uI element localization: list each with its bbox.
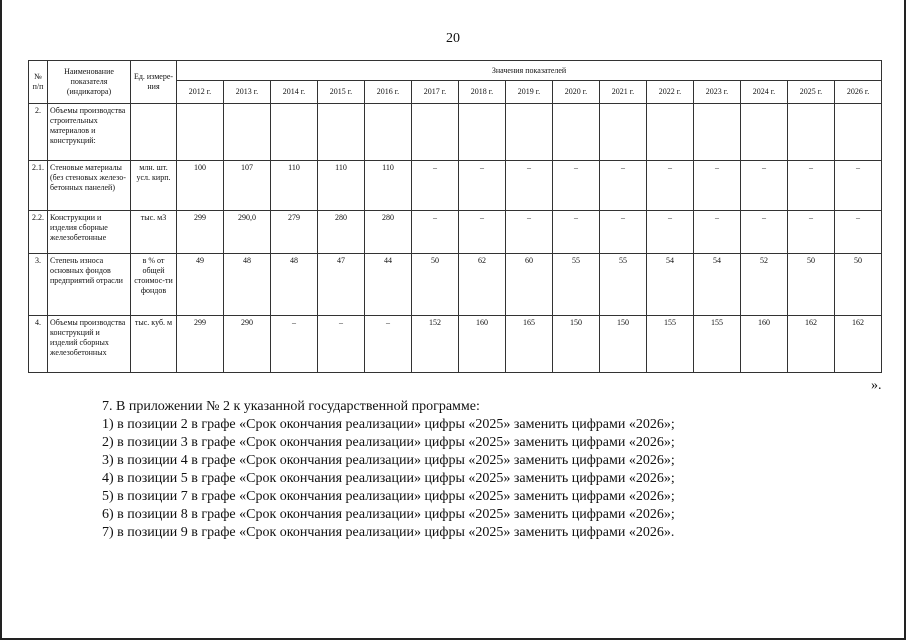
value-cell: 160 (741, 316, 788, 373)
value-cell: 155 (647, 316, 694, 373)
paragraph: 2) в позиции 3 в графе «Срок окончания реализации» цифры «2025» заменить цифрами «2026»; (102, 435, 675, 450)
value-cell: – (835, 211, 882, 254)
table-row (29, 254, 882, 316)
value-cell: 107 (224, 161, 271, 211)
value-cell: – (741, 161, 788, 211)
value-cell: 47 (318, 254, 365, 316)
value-cell: – (600, 161, 647, 211)
value-cell: 150 (553, 316, 600, 373)
value-cell: 49 (177, 254, 224, 316)
value-cell: 60 (506, 254, 553, 316)
header-name: Наименование показателя (индикатора) (48, 61, 131, 104)
value-cell (506, 104, 553, 161)
value-cell: 299 (177, 211, 224, 254)
row-unit-cell: в % от общей стоимос-ти фондов (131, 254, 177, 316)
row-name-cell: Объемы производства конструкций и изделий сборных железобетонных (48, 316, 131, 373)
paragraph: 1) в позиции 2 в графе «Срок окончания реализации» цифры «2025» заменить цифрами «2026»; (102, 417, 675, 432)
value-cell: – (647, 211, 694, 254)
row-num-cell: 2. (29, 104, 48, 161)
value-cell: – (553, 211, 600, 254)
header-year: 2021 г. (600, 81, 647, 104)
value-cell: 48 (271, 254, 318, 316)
paragraph: 6) в позиции 8 в графе «Срок окончания реализации» цифры «2025» заменить цифрами «2026»; (102, 507, 675, 522)
value-cell (459, 104, 506, 161)
row-name-cell: Стеновые материалы (без стеновых железо-бетонных панелей) (48, 161, 131, 211)
row-name-cell: Объемы производства строительных материалов и конструкций: (48, 104, 131, 161)
value-cell: – (741, 211, 788, 254)
value-cell: 280 (318, 211, 365, 254)
header-year: 2022 г. (647, 81, 694, 104)
header-year: 2017 г. (412, 81, 459, 104)
value-cell: – (694, 211, 741, 254)
row-unit-cell: тыс. куб. м (131, 316, 177, 373)
value-cell: 110 (365, 161, 412, 211)
header-year: 2015 г. (318, 81, 365, 104)
header-year: 2018 г. (459, 81, 506, 104)
value-cell (694, 104, 741, 161)
paragraph: 7. В приложении № 2 к указанной государственной программе: (102, 399, 480, 414)
header-year: 2020 г. (553, 81, 600, 104)
value-cell: – (506, 161, 553, 211)
table-row (29, 211, 882, 254)
value-cell: 48 (224, 254, 271, 316)
row-num-cell: 3. (29, 254, 48, 316)
value-cell: 54 (694, 254, 741, 316)
value-cell: 50 (412, 254, 459, 316)
value-cell (224, 104, 271, 161)
value-cell: 62 (459, 254, 506, 316)
value-cell (177, 104, 224, 161)
scan-border-left (0, 0, 2, 640)
value-cell (318, 104, 365, 161)
value-cell: – (788, 161, 835, 211)
value-cell (553, 104, 600, 161)
table-row (29, 161, 882, 211)
row-unit-cell (131, 104, 177, 161)
header-year: 2024 г. (741, 81, 788, 104)
row-name-cell: Конструкции и изделия сборные железобетонные (48, 211, 131, 254)
value-cell: – (365, 316, 412, 373)
value-cell (412, 104, 459, 161)
value-cell: 290,0 (224, 211, 271, 254)
value-cell: 280 (365, 211, 412, 254)
value-cell: 165 (506, 316, 553, 373)
row-num-cell: 2.2. (29, 211, 48, 254)
value-cell: – (412, 211, 459, 254)
header-year: 2016 г. (365, 81, 412, 104)
value-cell (600, 104, 647, 161)
value-cell: – (647, 161, 694, 211)
value-cell: 150 (600, 316, 647, 373)
value-cell (647, 104, 694, 161)
paragraph: 7) в позиции 9 в графе «Срок окончания реализации» цифры «2025» заменить цифрами «2026». (102, 525, 675, 540)
value-cell: 52 (741, 254, 788, 316)
header-year: 2025 г. (788, 81, 835, 104)
value-cell: – (835, 161, 882, 211)
header-year: 2019 г. (506, 81, 553, 104)
indicators-table (28, 60, 882, 373)
paragraph: 5) в позиции 7 в графе «Срок окончания реализации» цифры «2025» заменить цифрами «2026»; (102, 489, 675, 504)
value-cell: 160 (459, 316, 506, 373)
value-cell: 279 (271, 211, 318, 254)
header-year: 2012 г. (177, 81, 224, 104)
header-year: 2013 г. (224, 81, 271, 104)
header-year: 2014 г. (271, 81, 318, 104)
paragraph: 4) в позиции 5 в графе «Срок окончания реализации» цифры «2025» заменить цифрами «2026»; (102, 471, 675, 486)
header-unit: Ед. измере-ния (131, 61, 177, 104)
value-cell: – (694, 161, 741, 211)
value-cell: – (271, 316, 318, 373)
amendment-text (102, 398, 882, 542)
value-cell: – (459, 211, 506, 254)
indicators-table-wrapper (28, 60, 879, 373)
value-cell: – (600, 211, 647, 254)
value-cell: 290 (224, 316, 271, 373)
value-cell: 155 (694, 316, 741, 373)
value-cell: – (506, 211, 553, 254)
value-cell (271, 104, 318, 161)
value-cell (365, 104, 412, 161)
value-cell: 50 (835, 254, 882, 316)
row-unit-cell: тыс. м3 (131, 211, 177, 254)
value-cell: – (553, 161, 600, 211)
table-row (29, 316, 882, 373)
value-cell: 100 (177, 161, 224, 211)
value-cell: 50 (788, 254, 835, 316)
value-cell (835, 104, 882, 161)
value-cell: – (318, 316, 365, 373)
value-cell: 110 (271, 161, 318, 211)
value-cell: – (788, 211, 835, 254)
value-cell: 44 (365, 254, 412, 316)
value-cell: 162 (788, 316, 835, 373)
page-number: 20 (446, 31, 460, 46)
row-name-cell: Степень износа основных фондов предприятий отрасли (48, 254, 131, 316)
value-cell: 110 (318, 161, 365, 211)
value-cell (741, 104, 788, 161)
value-cell: 299 (177, 316, 224, 373)
value-cell: – (459, 161, 506, 211)
value-cell: 54 (647, 254, 694, 316)
header-year: 2023 г. (694, 81, 741, 104)
value-cell: 55 (553, 254, 600, 316)
paragraph: 3) в позиции 4 в графе «Срок окончания реализации» цифры «2025» заменить цифрами «2026»; (102, 453, 675, 468)
row-unit-cell: млн. шт. усл. кирп. (131, 161, 177, 211)
row-num-cell: 4. (29, 316, 48, 373)
value-cell: – (412, 161, 459, 211)
header-values-title: Значения показателей (177, 61, 882, 81)
closing-quote-mark: ». (871, 378, 882, 393)
header-year: 2026 г. (835, 81, 882, 104)
table-row (29, 104, 882, 161)
value-cell (788, 104, 835, 161)
header-num: № п/п (29, 61, 48, 104)
row-num-cell: 2.1. (29, 161, 48, 211)
value-cell: 152 (412, 316, 459, 373)
value-cell: 55 (600, 254, 647, 316)
value-cell: 162 (835, 316, 882, 373)
